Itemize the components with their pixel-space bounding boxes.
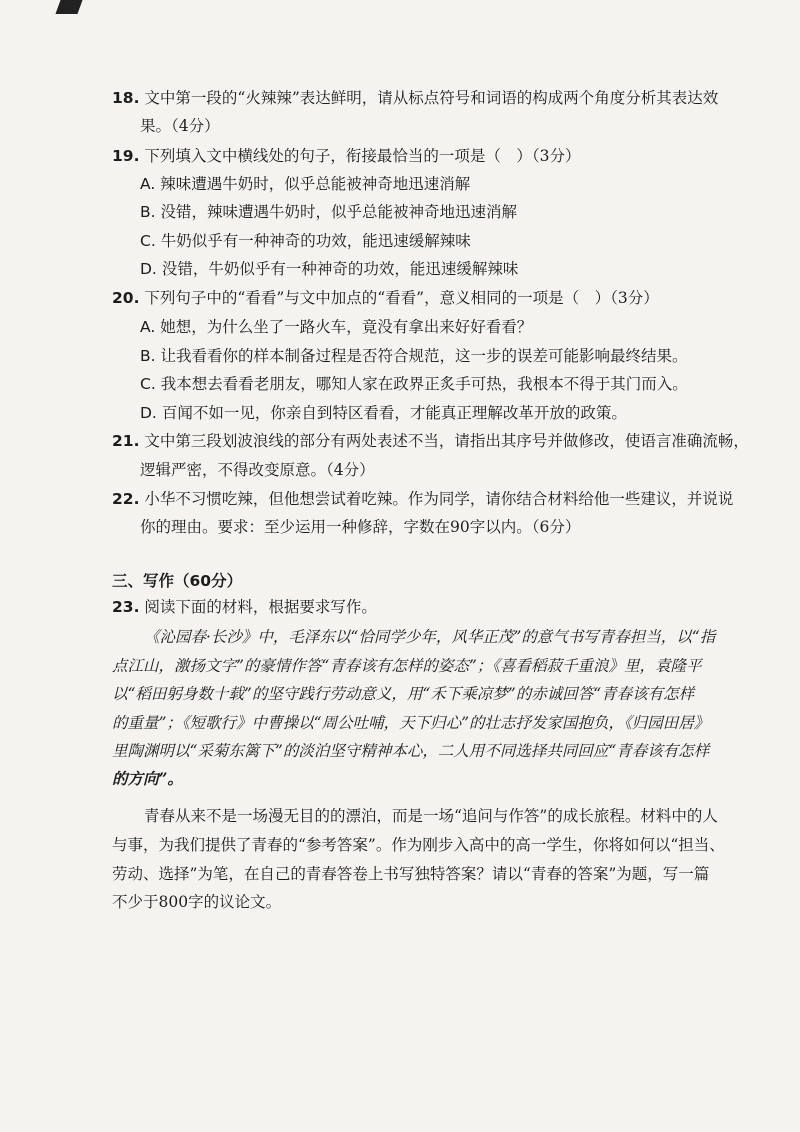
q19-option-b-letter: B. [140,203,156,221]
scan-corner-mark [55,0,82,14]
q21-text-1: 文中第三段划波浪线的部分有两处表述不当，请指出其序号并做修改，使语言准确流畅， [144,432,749,450]
q20-option-a-letter: A. [140,318,156,336]
q20-option-c-text: 我本想去看看老朋友，哪知人家在政界正炙手可热，我根本不得于其门而入。 [160,375,688,393]
q20-option-b-letter: B. [140,347,156,365]
q20-option-b-text: 让我看看你的样本制备过程是否符合规范，这一步的误差可能影响最终结果。 [160,347,688,365]
q20-option-b [140,346,688,366]
q20-option-a-text: 她想，为什么坐了一路火车，竟没有拿出来好好看看？ [160,318,533,336]
q20-option-d [140,403,627,423]
material-line-6: 的方向”。 [112,769,183,788]
q20-stem-text: 下列句子中的“看看”与文中加点的“看看”，意义相同的一项是（ ）（3分） [144,289,659,307]
q21-number: 21. [112,432,140,450]
q20-option-c [140,374,688,394]
material-line-1: 《沁园春·长沙》中，毛泽东以“恰同学少年，风华正茂”的意气书写青春担当，以“指 [144,628,716,646]
q21-line-1 [112,431,749,451]
q19-number: 19. [112,147,140,165]
q20-option-d-text: 百闻不如一见，你亲自到特区看看，才能真正理解改革开放的政策。 [161,404,627,422]
prompt-line-3: 劳动、选择”为笔，在自己的青春答卷上书写独特答案？请以“青春的答案”为题，写一篇 [112,865,710,883]
q19-stem [112,146,581,166]
q19-option-b-text: 没错，辣味遭遇牛奶时，似乎总能被神奇地迅速消解 [160,203,518,221]
material-line-5: 里陶渊明以“采菊东篱下”的淡泊坚守精神本心，二人用不同选择共同回应“青春该有怎样 [112,742,710,760]
q19-option-d [140,259,518,279]
q20-option-d-letter: D. [140,404,157,422]
q22-number: 22. [112,490,140,508]
q22-line-2: 你的理由。要求：至少运用一种修辞，字数在90字以内。（6分） [140,518,581,536]
q22-line-1 [112,489,733,509]
prompt-line-4: 不少于800字的议论文。 [112,893,282,911]
q19-option-c-text: 牛奶似乎有一种神奇的功效，能迅速缓解辣味 [160,232,471,250]
prompt-line-2: 与事，为我们提供了青春的“参考答案”。作为刚步入高中的高一学生，你将如何以“担当、 [112,836,725,854]
q20-option-c-letter: C. [140,375,156,393]
prompt-line-1: 青春从来不是一场漫无目的的漂泊，而是一场“追问与作答”的成长旅程。材料中的人 [144,807,718,825]
material-line-2: 点江山，激扬文字”的豪情作答“青春该有怎样的姿态”；《喜看稻菽千重浪》里，袁隆平 [112,657,702,675]
q23-stem-text: 阅读下面的材料，根据要求写作。 [144,598,377,616]
q21-line-2: 逻辑严密，不得改变原意。（4分） [140,461,375,479]
section-title-writing: 三、写作（60分） [112,572,243,590]
q22-text-1: 小华不习惯吃辣，但他想尝试着吃辣。作为同学，请你结合材料给他一些建议，并说说 [144,490,734,508]
q19-option-c-letter: C. [140,232,156,250]
q19-option-b [140,202,517,222]
q23-number: 23. [112,598,140,616]
q23-stem [112,597,377,617]
q18-text-1: 文中第一段的“火辣辣”表达鲜明，请从标点符号和词语的构成两个角度分析其表达效 [144,89,719,107]
q19-option-d-text: 没错，牛奶似乎有一种神奇的功效，能迅速缓解辣味 [161,260,519,278]
q19-option-a-letter: A. [140,175,156,193]
q18-line-1 [112,88,718,108]
q19-stem-text: 下列填入文中横线处的句子，衔接最恰当的一项是（ ）（3分） [144,147,581,165]
q18-number: 18. [112,89,140,107]
material-line-4: 的重量”；《短歌行》中曹操以“周公吐哺，天下归心”的壮志抒发家国抱负，《归园田居》 [112,714,710,732]
q20-option-a [140,317,532,337]
q20-number: 20. [112,289,140,307]
q19-option-a-text: 辣味遭遇牛奶时，似乎总能被神奇地迅速消解 [160,175,471,193]
q18-line-2: 果。（4分） [140,117,220,135]
q19-option-d-letter: D. [140,260,157,278]
q20-stem [112,288,659,308]
q19-option-a [140,174,470,194]
q19-option-c [140,231,471,251]
material-line-3: 以“稻田躬身数十载”的坚守践行劳动意义，用“禾下乘凉梦”的赤诚回答“青春该有怎样 [112,685,695,703]
